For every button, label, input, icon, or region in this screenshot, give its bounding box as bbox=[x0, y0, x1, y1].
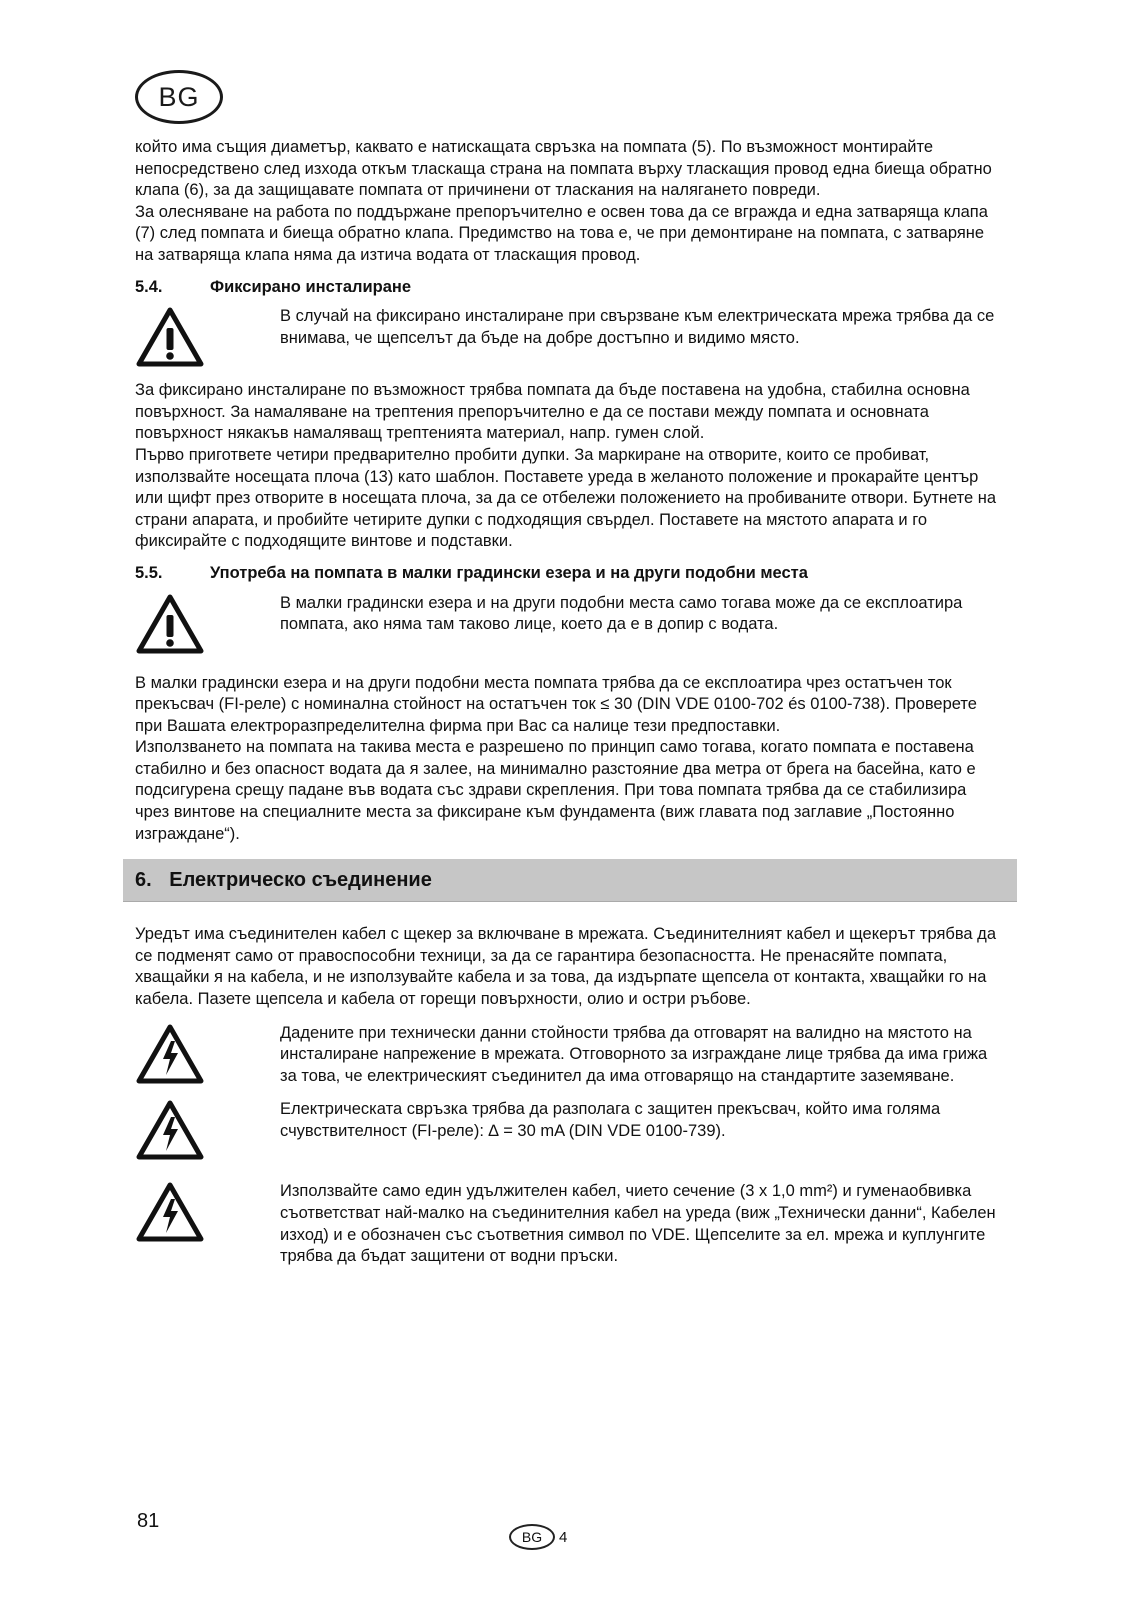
intro-paragraph-2: За олесняване на работа по поддържане препоръчително е освен това да се вгражда и една затваряща клапа (7) след помпата и биеща обратно клапа. Предимство на това е, че при демонтиране на помпата, с затваряне на затваряща клапа няма да изтича водата от тласкащия провод. bbox=[135, 202, 988, 264]
warning-block bbox=[135, 306, 1005, 368]
body-paragraph: Използването на помпата на такива места е разрешено по принцип само тогава, когато помпата е поставена стабилно и без опасност водата да я залее, на минимално разстояние два метра от брега на басейна, като е подсигурена срещу падане във водата със здрави скрепления. При това помпата трябва да се стабилизира чрез винтове на специалните места за фиксиране към фундамента (виж главата под заглавие „Постоянно изграждане“). bbox=[135, 738, 976, 843]
high-voltage-icon bbox=[135, 1099, 280, 1161]
section-title: Употреба на помпата в малки градински езера и на други подобни места bbox=[210, 563, 808, 582]
electric-warning-block bbox=[135, 1023, 1005, 1088]
footer-logo-number: 4 bbox=[559, 1528, 568, 1546]
bg-language-logo: BG bbox=[135, 70, 223, 124]
chapter-6-heading bbox=[123, 859, 1017, 902]
chapter-number: 6. bbox=[135, 869, 152, 892]
electric-warning-block bbox=[135, 1099, 1005, 1161]
warning-text: В малки градински езера и на други подобни места само тогава може да се експлоатира помпата, ако няма там таково лице, което да е в допир с водата. bbox=[280, 593, 963, 634]
body-paragraph: За фиксирано инсталиране по възможност трябва помпата да бъде поставена на удобна, стабилна основна повърхност. За намаляване на трептения препоръчително е да се постави между помпата и основната повърхност някакъв намаляващ трептенията материал, напр. гумен слой. bbox=[135, 381, 970, 443]
electric-warning-text: Използвайте само един удължителен кабел, чието сечение (3 x 1,0 mm²) и гуменаобвивка съответстват най-малко на съединителния кабел на уреда (виж „Технически данни“, Кабелен изход) и е обозначен със съответния символ по VDE. Щепселите за ел. мрежа и куплунгите трябва да бъдат защитени от водни пръски. bbox=[280, 1182, 996, 1266]
high-voltage-icon bbox=[135, 1023, 280, 1088]
warning-triangle-icon bbox=[135, 593, 280, 655]
electric-warning-text: Дадените при технически данни стойности трябва да отговарят на валидно на мястото на инсталиране напрежение в мрежата. Отговорното за изграждане лице трябва да има грижа за това, че електрическият съединител да има отговарящо на стандартите заземяване. bbox=[280, 1023, 988, 1085]
footer-logo bbox=[509, 1524, 567, 1550]
section-number: 5.5. bbox=[135, 563, 163, 582]
page-content bbox=[135, 137, 1005, 1280]
high-voltage-icon bbox=[135, 1181, 280, 1267]
body-paragraph: В малки градински езера и на други подобни места помпата трябва да се експлоатира чрез остатъчен ток прекъсвач (FI-реле) с номинална стойност на остатъчен ток ≤ 30 (DIN VDE 0100-702 és 0100-738). Проверете при Вашата електроразпределителна фирма при Вас са налице тези предпоставки. bbox=[135, 673, 977, 735]
section-5-4-heading bbox=[135, 277, 1005, 299]
electric-warning-text: Електрическата свръзка трябва да разполага с защитен прекъсвач, който има голяма счувствителност (FI-реле): ∆ = 30 mA (DIN VDE 0100-739). bbox=[280, 1100, 941, 1140]
body-paragraph: Първо пригответе четири предварително пробити дупки. За маркиране на отворите, които се пробиват, използвайте носещата плоча (13) като шаблон. Поставете уреда в желаното положение и прокарайте център или щифт през отворите в носещата плоча, за да се отбележи положението на пробиваните отвори. Бутнете на страни апарата, и пробийте четирите дупки с подходящия свърдел. Поставете на мястото апарата и го фиксирайте с подходящите винтове и подставки. bbox=[135, 445, 997, 551]
warning-triangle-icon bbox=[135, 306, 280, 368]
section-number: 5.4. bbox=[135, 277, 163, 296]
intro-paragraph-1: който има същия диаметър, каквато е натискащата свръзка на помпата (5). По възможност монтирайте непосредствено след изхода откъм тласкаща страна на помпата върху тласкащия провод една биеща обратно клапа (6), за да защищавате помпата от причинени от тласкания на наляганeто повреди. bbox=[135, 138, 992, 200]
footer-bg-logo: BG bbox=[509, 1524, 555, 1550]
body-paragraph: Уредът има съединителен кабел с щекер за включване в мрежата. Съединителният кабел и щекерът трябва да се подменят само от правоспособни техници, за да се гарантира безопасността. Не пренасяйте помпата, хващайки я на кабела, и не използувайте кабела и за това, да издърпате щепсела от контакта, хващайки го на кабела. Пазете щепсела и кабела от горещи повърхности, олио и остри ръбове. bbox=[135, 925, 996, 1009]
section-title: Фиксирано инсталиране bbox=[210, 277, 412, 296]
electric-warning-block bbox=[135, 1181, 1005, 1267]
chapter-title: Електрическо съединение bbox=[169, 869, 432, 892]
warning-text: В случай на фиксирано инсталиране при свързване към електрическата мрежа трябва да се внимава, че щепселът да бъде на добре достъпно и видимо място. bbox=[280, 307, 995, 347]
page-number: 81 bbox=[137, 1510, 160, 1532]
section-5-5-heading bbox=[135, 563, 1005, 585]
warning-block bbox=[135, 593, 1005, 655]
